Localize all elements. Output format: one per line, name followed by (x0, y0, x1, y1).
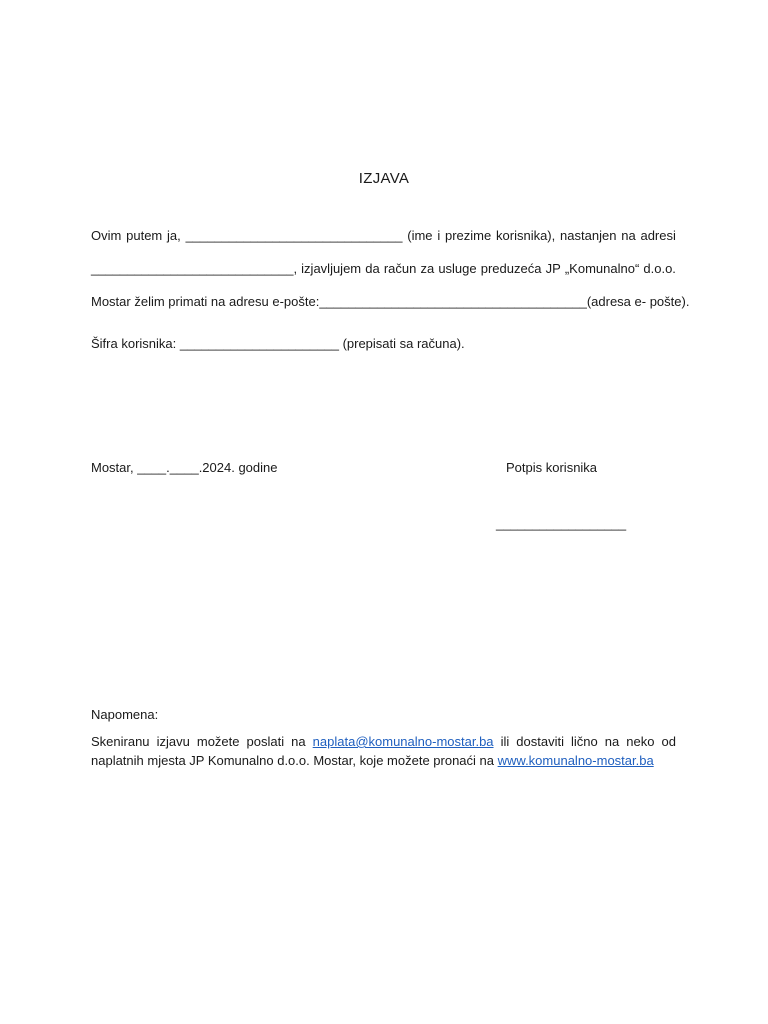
paragraph-line-3 (91, 294, 690, 309)
word: d.o.o. (643, 261, 676, 276)
address-blank-field[interactable]: ____________________________, (91, 261, 298, 276)
word: (ime (407, 228, 433, 243)
note-body (91, 732, 676, 770)
paragraph-line-2 (91, 261, 676, 276)
date-line[interactable]: Mostar, ____.____.2024. godine (91, 460, 278, 475)
sifra-suffix: (prepisati sa računa). (342, 336, 465, 351)
word: adresi (640, 228, 676, 243)
paragraph-text: (adresa e- pošte). (586, 294, 690, 309)
word: na (621, 228, 636, 243)
word: račun (383, 261, 417, 276)
word: za (420, 261, 435, 276)
paragraph-text: Mostar želim primati na adresu e-pošte: (91, 294, 320, 309)
word: usluge (438, 261, 477, 276)
word: Ovim (91, 228, 122, 243)
signature-label: Potpis korisnika (506, 460, 598, 475)
word: putem (126, 228, 163, 243)
word: da (365, 261, 380, 276)
note-text: ili dostaviti lično na neko od naplatnih mjesta JP Komunalno d.o.o. Mostar, koje možete pronaći na (91, 734, 676, 768)
word: izjavljujem (301, 261, 362, 276)
sifra-blank-field[interactable]: ______________________ (179, 336, 339, 351)
word: preduzeća (480, 261, 542, 276)
word: i (437, 228, 441, 243)
sifra-label: Šifra korisnika: (91, 336, 177, 351)
website-link[interactable]: www.komunalno-mostar.ba (497, 753, 654, 768)
word: JP (545, 261, 561, 276)
note-text: Skeniranu izjavu možete poslati na (91, 734, 306, 749)
word: nastanjen (560, 228, 617, 243)
word: „Komunalno“ (564, 261, 640, 276)
sifra-line (91, 336, 465, 351)
word: prezime (444, 228, 492, 243)
signature-line[interactable]: __________________ (496, 516, 627, 531)
email-link[interactable]: naplata@komunalno-mostar.ba (312, 734, 494, 749)
paragraph-line-1 (91, 228, 676, 243)
word: ja, (167, 228, 181, 243)
note-heading: Napomena: (91, 707, 159, 722)
name-blank-field[interactable]: ______________________________ (185, 228, 403, 243)
word: korisnika), (496, 228, 556, 243)
document-title: IZJAVA (358, 170, 410, 187)
email-blank-field[interactable]: _____________________________________ (319, 294, 587, 309)
